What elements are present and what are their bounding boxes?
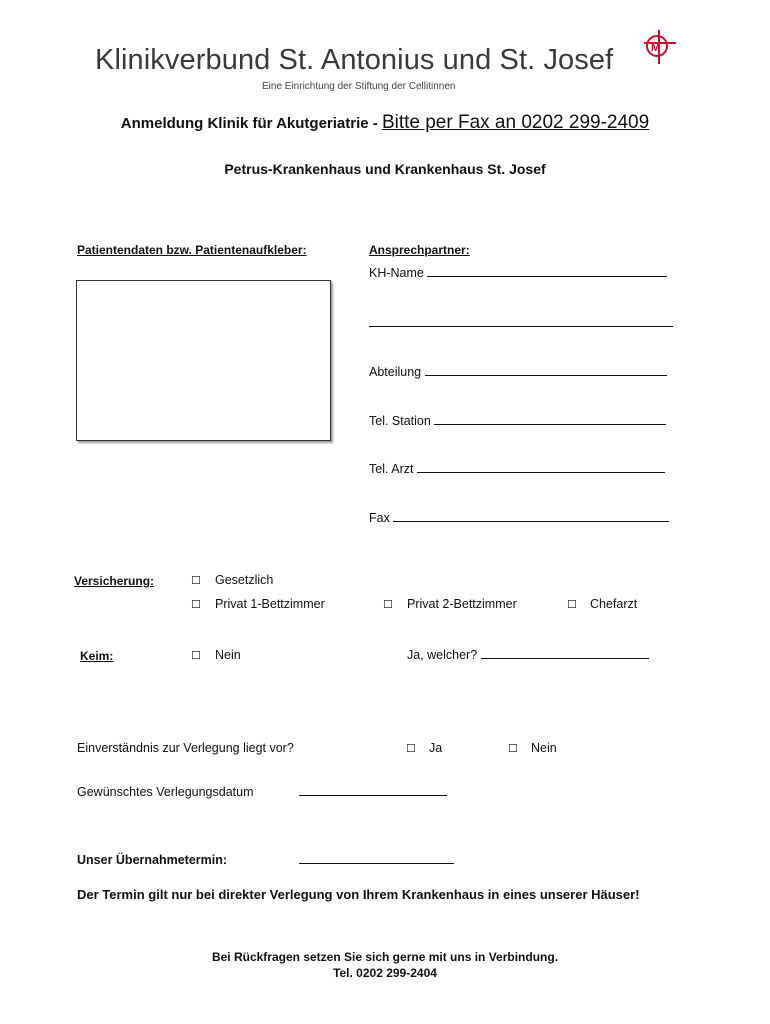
notice-text: Der Termin gilt nur bei direkter Verlegung von Ihrem Krankenhaus in eines unserer Häuser! xyxy=(77,887,640,902)
keim-yes-label: Ja, welcher? xyxy=(407,648,478,662)
checkbox-consent-no[interactable]: ☐ xyxy=(508,743,518,755)
form-title-label: Anmeldung Klinik für Akutgeriatrie - xyxy=(120,115,382,132)
transfer-date-field xyxy=(299,785,447,799)
transfer-date-label: Gewünschtes Verlegungsdatum xyxy=(77,785,254,799)
checkbox-consent-yes[interactable]: ☐ xyxy=(406,743,416,755)
option-privat-1: Privat 1-Bettzimmer xyxy=(215,597,325,611)
option-privat-2: Privat 2-Bettzimmer xyxy=(407,597,517,611)
logo-wordmark: Klinikverbund St. Antonius und St. Josef xyxy=(95,44,614,76)
form-subtitle: Petrus-Krankenhaus und Krankenhaus St. Josef xyxy=(224,161,546,177)
patient-sticker-box[interactable] xyxy=(76,280,331,441)
patient-data-label: Patientendaten bzw. Patientenaufkleber: xyxy=(77,243,307,257)
form-title xyxy=(0,112,770,134)
logo-subtitle: Eine Einrichtung der Stiftung der Cellitinnen xyxy=(262,81,456,92)
kh-name-line-extra[interactable] xyxy=(369,316,673,327)
tel-station-field xyxy=(369,414,666,428)
cross-logo-icon xyxy=(640,28,678,66)
option-chefarzt: Chefarzt xyxy=(590,597,638,611)
tel-arzt-line[interactable] xyxy=(417,462,665,473)
fax-label: Fax xyxy=(369,511,390,525)
option-gesetzlich: Gesetzlich xyxy=(215,573,274,587)
insurance-label: Versicherung: xyxy=(74,574,155,588)
checkbox-keim-nein[interactable]: ☐ xyxy=(191,650,201,662)
kh-name-label: KH-Name xyxy=(369,266,424,280)
keim-which-line[interactable] xyxy=(481,648,649,659)
abteilung-label: Abteilung xyxy=(369,365,422,379)
footer-phone: Tel. 0202 299-2404 xyxy=(333,966,437,980)
kh-name-line[interactable] xyxy=(427,266,667,277)
tel-station-line[interactable] xyxy=(434,414,666,425)
consent-label: Einverständnis zur Verlegung liegt vor? xyxy=(77,741,294,755)
fax-field xyxy=(369,511,669,525)
abteilung-line[interactable] xyxy=(425,365,667,376)
checkbox-chefarzt[interactable]: ☐ xyxy=(567,599,577,611)
option-consent-no: Nein xyxy=(531,741,557,755)
our-date-label: Unser Übernahmetermin: xyxy=(77,853,228,867)
our-date-field xyxy=(299,853,454,867)
checkbox-gesetzlich[interactable]: ☐ xyxy=(191,575,201,587)
kh-name-field xyxy=(369,266,667,280)
our-date-line[interactable] xyxy=(299,853,454,864)
footer-contact: Bei Rückfragen setzen Sie sich gerne mit uns in Verbindung. xyxy=(211,950,559,964)
checkbox-privat-1[interactable]: ☐ xyxy=(191,599,201,611)
transfer-date-line[interactable] xyxy=(299,785,447,796)
keim-yes-field xyxy=(407,648,649,662)
tel-arzt-label: Tel. Arzt xyxy=(369,462,414,476)
abteilung-field xyxy=(369,365,667,379)
kh-name-line-2 xyxy=(369,316,673,330)
contact-label: Ansprechpartner: xyxy=(369,243,470,257)
keim-label: Keim: xyxy=(80,649,114,663)
fax-line[interactable] xyxy=(393,511,669,522)
option-consent-yes: Ja xyxy=(429,741,443,755)
fax-instruction: Bitte per Fax an 0202 299-2409 xyxy=(381,112,650,133)
checkbox-privat-2[interactable]: ☐ xyxy=(383,599,393,611)
svg-text:M: M xyxy=(651,42,661,54)
option-keim-nein: Nein xyxy=(215,648,241,662)
tel-station-label: Tel. Station xyxy=(369,414,431,428)
tel-arzt-field xyxy=(369,462,665,476)
